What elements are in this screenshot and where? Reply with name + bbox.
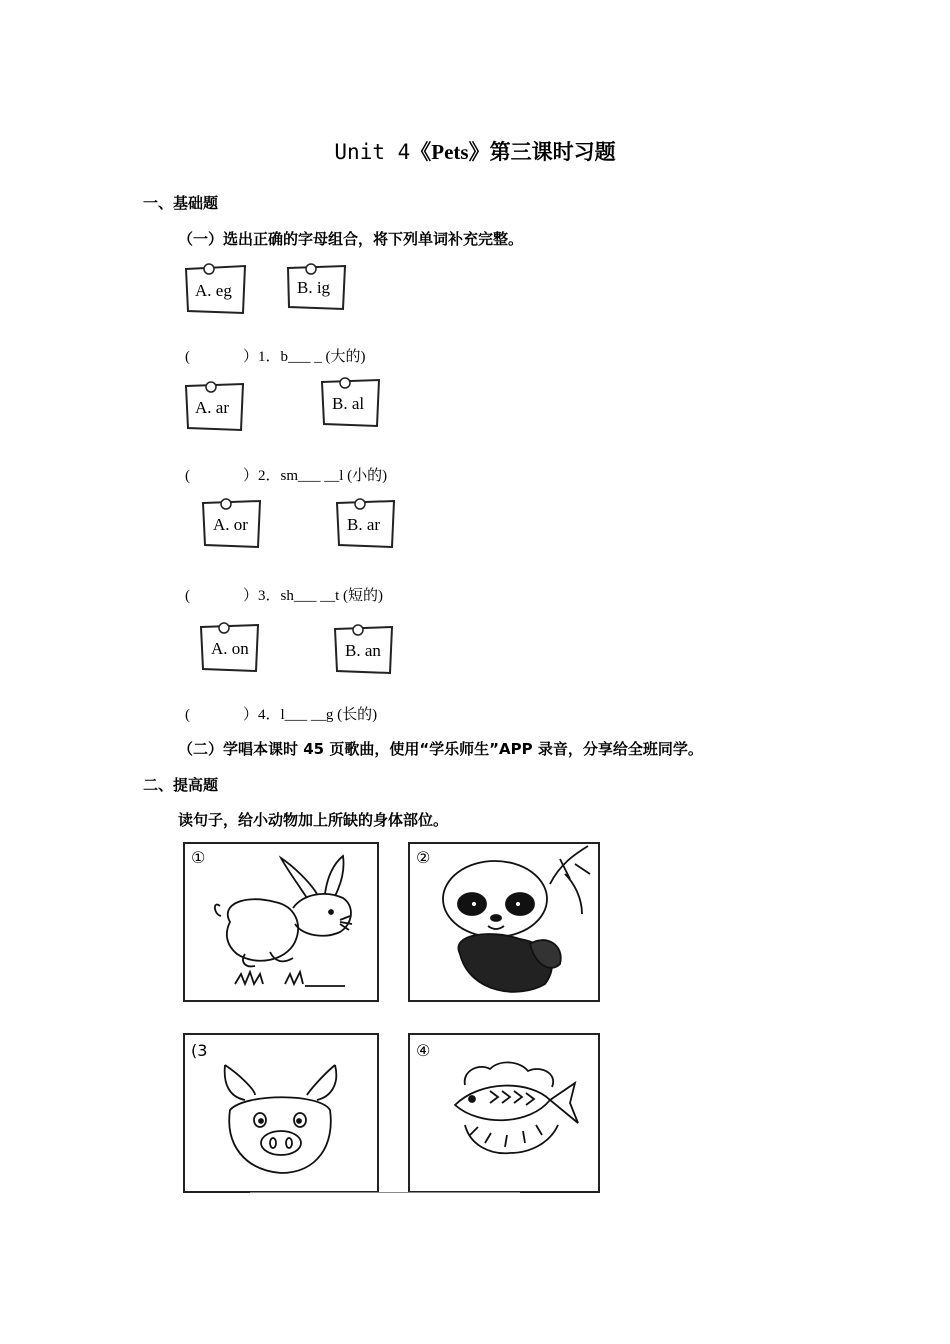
panda-drawing — [410, 844, 598, 1000]
title-unit: Unit 4 — [334, 140, 411, 164]
picture-panda — [408, 842, 600, 1002]
option-card-q1-b — [285, 263, 347, 311]
picture-pig — [183, 1033, 379, 1193]
part1-instruction: （一）选出正确的字母组合，将下列单词补充完整。 — [178, 230, 524, 248]
option-card-q2-a — [183, 380, 245, 432]
option-label: A. on — [211, 639, 249, 658]
picture-number: ② — [416, 848, 431, 867]
part2-instruction: （二）学唱本课时 45 页歌曲，使用“学乐师生”APP 录音，分享给全班同学。 — [178, 740, 703, 758]
option-label: B. ar — [347, 515, 381, 534]
title-pets: Pets — [431, 140, 469, 164]
picture-fish — [408, 1033, 600, 1193]
page-title — [0, 136, 950, 166]
option-card-q4-a — [198, 621, 260, 673]
question-3: ( ）3．sh___ __t (短的) — [185, 588, 383, 604]
option-card-q2-b — [319, 376, 381, 428]
option-label: A. ar — [195, 398, 229, 417]
option-label: A. or — [213, 515, 248, 534]
question-1: ( ）1．b___ _ (大的) — [185, 349, 366, 365]
title-open: 《 — [410, 139, 432, 164]
fish-drawing — [410, 1035, 598, 1191]
question-4: ( ）4．l___ __g (长的) — [185, 707, 378, 723]
option-card-q3-b — [334, 497, 396, 549]
option-label: B. ig — [297, 278, 331, 297]
option-card-q1-a — [183, 263, 247, 315]
picture-rabbit — [183, 842, 379, 1002]
rabbit-drawing — [185, 844, 377, 1000]
section2-heading: 二、提高题 — [143, 776, 219, 794]
section1-heading: 一、基础题 — [143, 194, 219, 212]
title-rest: 第三课时习题 — [489, 139, 616, 164]
option-label: B. al — [332, 394, 365, 413]
option-label: B. an — [345, 641, 381, 660]
bottom-rule — [250, 1192, 520, 1193]
picture-number: (3 — [191, 1041, 208, 1060]
picture-number: ① — [191, 848, 206, 867]
pig-drawing — [185, 1035, 377, 1191]
section2-instruction: 读句子，给小动物加上所缺的身体部位。 — [178, 811, 449, 829]
option-label: A. eg — [195, 281, 232, 300]
title-close: 》 — [468, 139, 490, 164]
question-2: ( ）2．sm___ __l (小的) — [185, 468, 388, 484]
picture-number: ④ — [416, 1041, 431, 1060]
option-card-q4-b — [332, 623, 394, 675]
option-card-q3-a — [200, 497, 262, 549]
